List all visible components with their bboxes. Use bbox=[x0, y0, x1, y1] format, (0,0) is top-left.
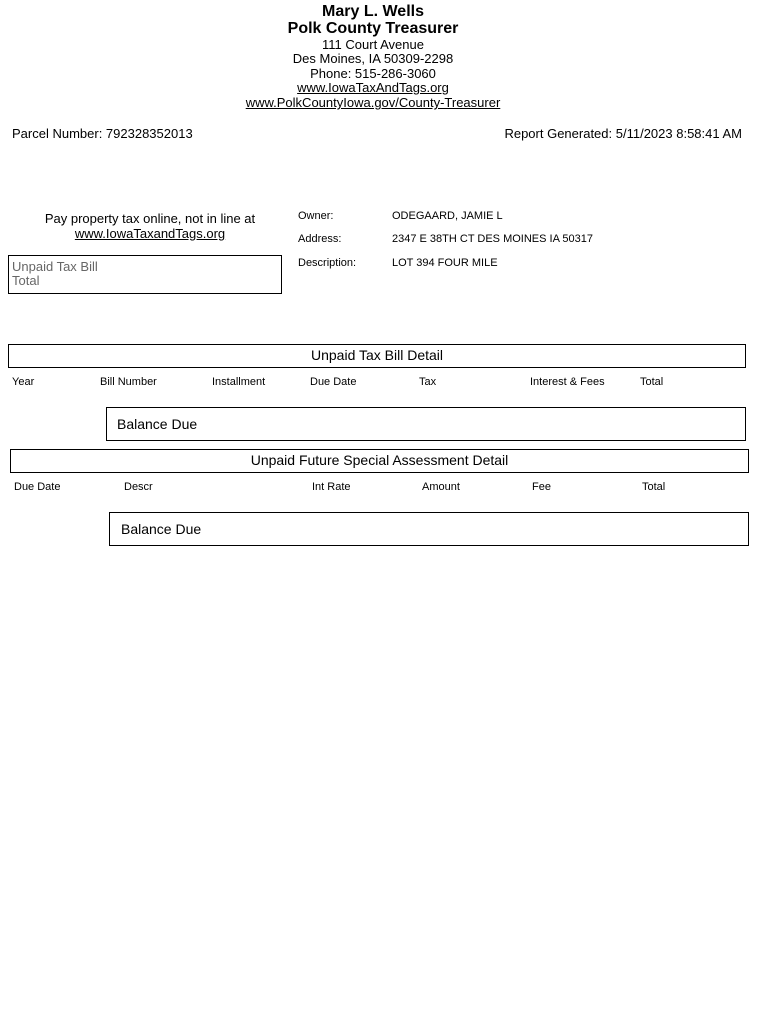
assessment-balance-due bbox=[109, 512, 749, 546]
office-city: Des Moines, IA 50309-2298 bbox=[292, 51, 454, 66]
report-generated: Report Generated: 5/11/2023 8:58:41 AM bbox=[504, 126, 742, 141]
col-tax: Tax bbox=[419, 376, 437, 388]
unpaid-tax-bill-box bbox=[8, 255, 282, 294]
description-value: LOT 394 FOUR MILE bbox=[392, 257, 498, 269]
col-sa-amount: Amount bbox=[422, 481, 460, 493]
office-street: 111 Court Avenue bbox=[322, 37, 424, 52]
col-sa-fee: Fee bbox=[532, 481, 551, 493]
col-sa-descr: Descr bbox=[124, 481, 153, 493]
assessment-detail-title: Unpaid Future Special Assessment Detail bbox=[10, 449, 749, 473]
col-bill-number: Bill Number bbox=[100, 376, 157, 388]
owner-label: Owner: bbox=[298, 210, 334, 222]
treasurer-name: Mary L. Wells bbox=[322, 3, 424, 20]
iowa-tax-link[interactable]: www.IowaTaxAndTags.org bbox=[297, 80, 449, 95]
tax-detail-title: Unpaid Tax Bill Detail bbox=[8, 344, 746, 368]
polk-county-link[interactable]: www.PolkCountyIowa.gov/County-Treasurer bbox=[245, 95, 501, 110]
description-label: Description: bbox=[298, 257, 357, 269]
col-year: Year bbox=[12, 376, 35, 388]
tax-balance-due-label: Balance Due bbox=[117, 416, 198, 432]
address-value: 2347 E 38TH CT DES MOINES IA 50317 bbox=[392, 233, 593, 245]
parcel-number: Parcel Number: 792328352013 bbox=[12, 126, 193, 141]
unpaid-tax-bill-label: Unpaid Tax Bill bbox=[12, 259, 98, 274]
owner-value: ODEGAARD, JAMIE L bbox=[392, 210, 503, 222]
pay-online-text: Pay property tax online, not in line at bbox=[44, 211, 256, 226]
office-phone: Phone: 515-286-3060 bbox=[310, 66, 436, 81]
col-sa-int-rate: Int Rate bbox=[312, 481, 351, 493]
col-sa-due-date: Due Date bbox=[14, 481, 61, 493]
tax-balance-due bbox=[106, 407, 746, 441]
unpaid-total-label: Total bbox=[12, 273, 40, 288]
pay-online-note bbox=[14, 211, 286, 241]
office-title: Polk County Treasurer bbox=[287, 20, 459, 37]
pay-online-link[interactable]: www.IowaTaxandTags.org bbox=[74, 226, 226, 241]
assessment-balance-due-label: Balance Due bbox=[121, 521, 202, 537]
col-due-date: Due Date bbox=[310, 376, 357, 388]
col-interest-fees: Interest & Fees bbox=[530, 376, 605, 388]
col-installment: Installment bbox=[212, 376, 266, 388]
address-label: Address: bbox=[298, 233, 342, 245]
col-total: Total bbox=[640, 376, 664, 388]
col-sa-total: Total bbox=[642, 481, 666, 493]
